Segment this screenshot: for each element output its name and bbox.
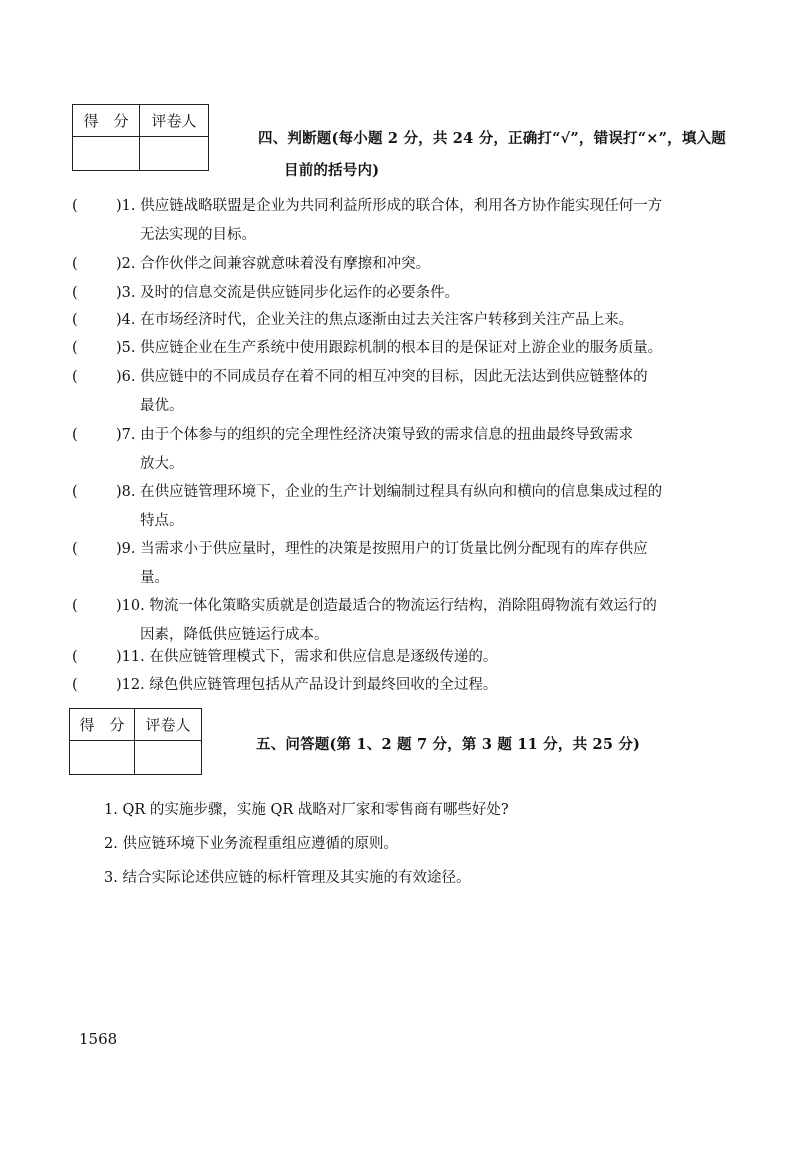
question-line-2: 无法实现的目标。 [140,227,256,243]
grader-cell[interactable] [140,137,209,171]
score-label: 得 分 [70,709,135,741]
question-line-2: 特点。 [140,513,184,529]
score-table-1 [72,104,209,171]
question-line-1: )6. 供应链中的不同成员存在着不同的相互冲突的目标，因此无法达到供应链整体的 [116,369,648,385]
score-label: 得 分 [73,105,140,137]
page-number: 1568 [79,1030,118,1048]
question-text [116,334,752,363]
question-text [116,279,752,308]
question-text [116,535,752,593]
question-text [116,363,752,421]
answer-parenthesis[interactable]: ( [72,256,107,272]
answer-parenthesis[interactable]: ( [72,198,107,214]
judgement-question [72,671,752,700]
question-line-1: )3. 及时的信息交流是供应链同步化运作的必要条件。 [116,285,460,301]
question-line-1: )9. 当需求小于供应量时，理性的决策是按照用户的订货量比例分配现有的库存供应 [116,541,648,557]
grader-cell[interactable] [135,741,202,775]
answer-parenthesis[interactable]: ( [72,285,107,301]
judgement-question [72,478,752,536]
judgement-question [72,363,752,421]
section4-title-line1: 四、判断题(每小题 2 分，共 24 分，正确打“√”，错误打“×”，填入题 [258,130,726,147]
answer-parenthesis[interactable]: ( [72,649,107,665]
judgement-question [72,592,752,650]
answer-parenthesis[interactable]: ( [72,312,107,328]
question-line-2: 放大。 [140,456,184,472]
answer-parenthesis[interactable]: ( [72,598,107,614]
question-text [116,192,752,250]
judgement-question [72,643,752,672]
section5-title: 五、问答题(第 1、2 题 7 分，第 3 题 11 分，共 25 分) [256,736,641,753]
score-cell[interactable] [73,137,140,171]
judgement-question [72,421,752,479]
question-text [116,306,752,335]
essay-question-1: 1. QR 的实施步骤，实施 QR 战略对厂家和零售商有哪些好处? [104,802,509,818]
question-line-1: )1. 供应链战略联盟是企业为共同利益所形成的联合体，利用各方协作能实现任何一方 [116,198,663,214]
judgement-question [72,192,752,250]
question-line-1: )4. 在市场经济时代，企业关注的焦点逐渐由过去关注客户转移到关注产品上来。 [116,312,634,328]
question-line-1: )11. 在供应链管理模式下，需求和供应信息是逐级传递的。 [116,649,498,665]
section4-title-line2: 目前的括号内) [284,162,380,179]
question-text [116,478,752,536]
essay-question-2: 2. 供应链环境下业务流程重组应遵循的原则。 [104,836,398,852]
question-line-2: 量。 [140,570,169,586]
answer-parenthesis[interactable]: ( [72,427,107,443]
answer-parenthesis[interactable]: ( [72,484,107,500]
essay-question-3: 3. 结合实际论述供应链的标杆管理及其实施的有效途径。 [104,870,471,886]
grader-label: 评卷人 [140,105,209,137]
question-text [116,643,752,672]
grader-label: 评卷人 [135,709,202,741]
question-line-1: )10. 物流一体化策略实质就是创造最适合的物流运行结构，消除阻碍物流有效运行的 [116,598,657,614]
judgement-question [72,279,752,308]
score-table-2 [69,708,202,775]
answer-parenthesis[interactable]: ( [72,340,107,356]
question-line-1: )12. 绿色供应链管理包括从产品设计到最终回收的全过程。 [116,677,498,693]
judgement-question [72,250,752,279]
judgement-question [72,334,752,363]
question-line-2: 因素，降低供应链运行成本。 [140,627,329,643]
question-text [116,671,752,700]
question-text [116,250,752,279]
question-line-1: )5. 供应链企业在生产系统中使用跟踪机制的根本目的是保证对上游企业的服务质量。 [116,340,663,356]
score-cell[interactable] [70,741,135,775]
question-text [116,421,752,479]
question-line-1: )7. 由于个体参与的组织的完全理性经济决策导致的需求信息的扭曲最终导致需求 [116,427,634,443]
question-line-2: 最优。 [140,398,184,414]
answer-parenthesis[interactable]: ( [72,541,107,557]
answer-parenthesis[interactable]: ( [72,369,107,385]
judgement-question [72,306,752,335]
judgement-question [72,535,752,593]
question-text [116,592,752,650]
question-line-1: )2. 合作伙伴之间兼容就意味着没有摩擦和冲突。 [116,256,431,272]
answer-parenthesis[interactable]: ( [72,677,107,693]
question-line-1: )8. 在供应链管理环境下，企业的生产计划编制过程具有纵向和横向的信息集成过程的 [116,484,663,500]
